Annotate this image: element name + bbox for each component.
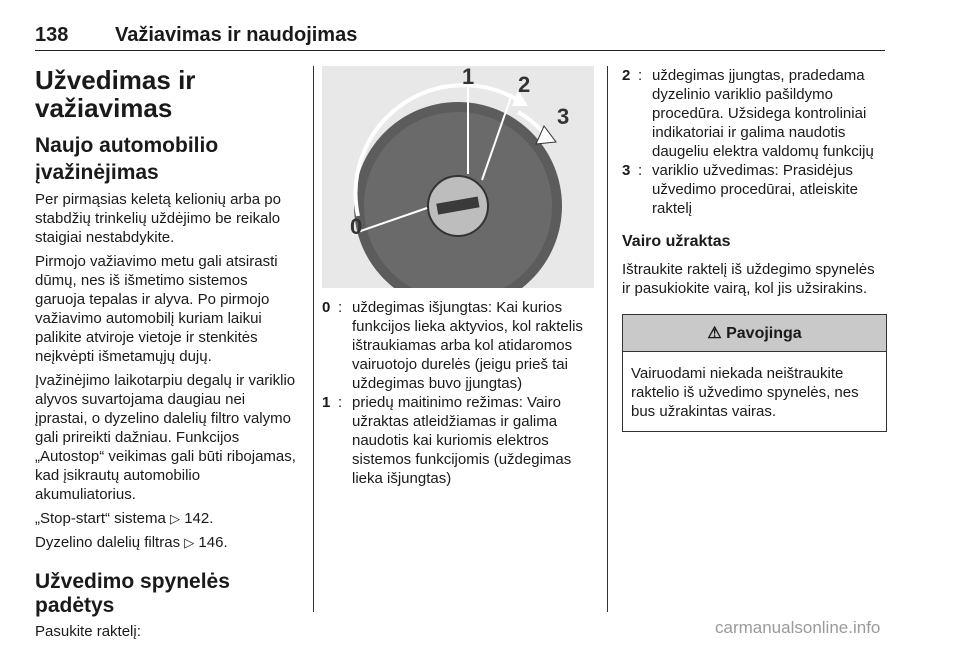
position-number: 2 (622, 67, 631, 84)
reference-page: 146. (198, 534, 228, 551)
paragraph: Ištraukite raktelį iš uždegimo spynelės ir pasukiokite vairą, kol jis užsirakins. (622, 261, 875, 297)
page-ref-icon: ▷ (184, 535, 195, 550)
ignition-diagram (322, 66, 594, 288)
list-item: 1 : priedų maitinimo režimas: Vairo užraktas atleidžiamas ir galima naudotis kai kuriomis elektros sistemos funkcijomis (uždegimas lieka išjungtas) (322, 393, 594, 488)
warning-text: Vairuodami niekada neištraukite raktelio iš užvedimo spynelės, nes bus užrakintas vairas. (631, 365, 859, 420)
paragraph: Pasukite raktelį: (35, 623, 141, 640)
header-title: Važiavimas ir naudojimas (115, 24, 358, 46)
page-ref-icon: ▷ (170, 511, 181, 526)
warning-icon: ⚠ (707, 325, 722, 342)
ignition-switch-figure (322, 66, 594, 288)
list-item: 3 : variklio užvedimas: Prasidėjus užvedimo procedūrai, atleiskite raktelį (622, 161, 887, 218)
position-description: uždegimas įjungtas, pradedama dyzelinio variklio pašildymo procedūra. Užsidega kontroliniai indikatoriai ir galima naudotis daugeliu elektra valdomų funkcijų (652, 67, 874, 160)
subsection-title: Užvedimo spynelės padėtys (35, 570, 230, 617)
column-middle (322, 66, 594, 488)
position-label-2: 2 (518, 72, 531, 97)
watermark: carmanualsonline.info (715, 618, 881, 637)
subsection-title: Vairo užraktas (622, 233, 731, 250)
paragraph: Įvažinėjimo laikotarpiu degalų ir variklio alyvos suvartojama daugiau nei įprastai, o dyzelino dalelių filtro valymo gali prireikti dažniau. Funkcijos „Autostop“ veikimas gali būti ribojamas, kad įsikrautų automobilio akumuliatorius. (35, 372, 296, 503)
warning-header (623, 315, 886, 352)
column-right (622, 66, 887, 432)
column-left (35, 66, 300, 646)
warning-title: Pavojinga (726, 325, 802, 342)
position-label-1: 1 (462, 66, 475, 89)
position-description: variklio užvedimas: Prasidėjus užvedimo procedūrai, atleiskite raktelį (652, 162, 858, 217)
subsection-title: Naujo automobilio įvažinėjimas (35, 134, 219, 184)
position-list (322, 298, 594, 488)
reference-page: 142. (184, 510, 214, 527)
paragraph: Pirmojo važiavimo metu gali atsirasti dūmų, nes iš išmetimo sistemos garuoja tepalas ir alyva. Po pirmojo važiavimo automobilį kuriam laikui palikite atviroje vietoje ir stenkitės neįkvėpti išmetamųjų dujų. (35, 253, 278, 365)
warning-body (623, 352, 886, 431)
reference-text: „Stop-start“ sistema (35, 510, 166, 527)
page-header (35, 24, 885, 51)
cross-reference[interactable] (35, 509, 300, 528)
position-label-0: 0 (350, 214, 363, 239)
position-description: priedų maitinimo režimas: Vairo užraktas atleidžiamas ir galima naudotis kai kuriomis elektros sistemos funkcijomis (uždegimas lieka išjungtas) (352, 394, 572, 487)
position-description: uždegimas išjungtas: Kai kurios funkcijos lieka aktyvios, kol raktelis ištraukiamas arba kol atidaromos vairuotojo durelės (jeigu prieš tai uždegimas buvo įjungtas) (352, 299, 583, 392)
column-divider (313, 66, 314, 612)
position-number: 1 (322, 394, 331, 411)
page-number: 138 (35, 24, 69, 46)
position-number: 3 (622, 162, 631, 179)
reference-text: Dyzelino dalelių filtras (35, 534, 181, 551)
paragraph: Per pirmąsias keletą kelionių arba po stabdžių trinkelių uždėjimo be reikalo staigiai nestabdykite. (35, 191, 281, 246)
warning-box (622, 314, 887, 432)
column-divider (607, 66, 608, 612)
list-item: 0 : uždegimas išjungtas: Kai kurios funkcijos lieka aktyvios, kol raktelis ištraukiamas arba kol atidaromos vairuotojo durelės (jeigu prieš tai uždegimas buvo įjungtas) (322, 298, 594, 393)
position-label-3: 3 (557, 104, 570, 129)
section-title: Užvedimas ir važiavimas (35, 65, 196, 123)
cross-reference[interactable] (35, 533, 300, 552)
list-item: 2 : uždegimas įjungtas, pradedama dyzelinio variklio pašildymo procedūra. Užsidega kontroliniai indikatoriai ir galima naudotis daugeliu elektra valdomų funkcijų (622, 66, 887, 161)
position-number: 0 (322, 299, 331, 316)
